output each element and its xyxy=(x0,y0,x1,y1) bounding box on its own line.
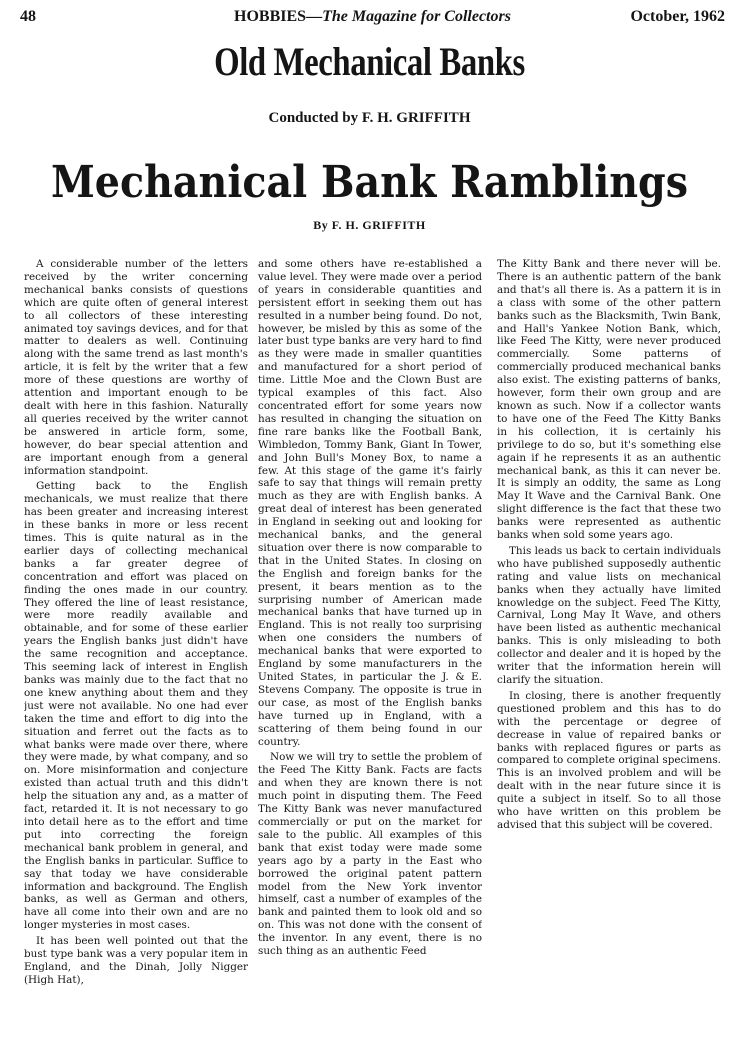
paragraph: The Kitty Bank and there never will be. There is an authentic pattern of the bank and that's all there is. As a pattern it is in a class with some of the other pattern banks such as the Blacksmith, Twin Bank, and Hall's Yankee Notion Bank, which, like Feed The Kitty, were never produced commercially. Some patterns of commercially produced mechanical banks also exist. The existing patterns of banks, however, form their own group and are known as such. Now if a collector wants to have one of the Feed The Kitty Banks in his collection, it is certainly his privilege to do so, but it's something else again if he represents it as an authentic mechanical bank, as this it can never be. It is simply an oddity, the same as Long May It Wave and the Carnival Bank. One slight difference is the fact that these two banks were represented as authentic banks when sold some years ago. xyxy=(497,258,721,542)
magazine-title: HOBBIES— xyxy=(234,8,323,25)
article-column-2 xyxy=(258,258,482,1043)
magazine-name xyxy=(20,8,725,26)
running-header xyxy=(20,8,725,28)
article-byline: By F. H. GRIFFITH xyxy=(313,218,426,232)
paragraph: Getting back to the English mechanicals, we must realize that there has been greater and increasing interest in these banks in more or less recent times. This is quite natural as in the earlier days of collecting mechanical banks a far greater degree of concentration and effort was placed on finding the ones made in our country. They offered the line of least resistance, were more readily available and obtainable, and for some of these earlier years the English banks just didn't have the same recognition and acceptance. This seeming lack of interest in English banks was mainly due to the fact that no one knew anything about them and they just were not available. No one had ever taken the time and effort to dig into the situation and ferret out the facts as to what banks were made over there, where they were made, by what company, and so on. More misinformation and conjecture existed than actual truth and this didn't help the situation any and, as a matter of fact, retarded it. It is not necessary to go into detail here as to the effort and time put into correcting the foreign mechanical bank problem in general, and the English banks in particular. Suffice to say that today we have considerable information and background. The English banks, as well as German and others, have all come into their own and are no longer mysteries in most cases. xyxy=(24,480,248,932)
conducted-by: Conducted by F. H. GRIFFITH xyxy=(268,110,471,126)
article-column-1 xyxy=(24,258,248,1043)
paragraph: A considerable number of the letters received by the writer concerning mechanical banks consists of questions which are quite often of general interest to all collectors of these interesting animated toy savings devices, and for that matter to dealers as well. Continuing along with the same trend as last month's article, it is felt by the writer that a few more of these questions are worthy of attention and important enough to be dealt with here in this fashion. Naturally all queries received by the writer cannot be answered in article form, some, however, do bear special attention and are important enough from a general information standpoint. xyxy=(24,258,248,477)
magazine-tagline: The Magazine for Collectors xyxy=(322,8,511,25)
page-number: 48 xyxy=(20,8,36,25)
article-column-3 xyxy=(497,258,721,1043)
paragraph: and some others have re-established a value level. They were made over a period of years in considerable quantities and persistent effort in seeking them out has resulted in a number being found. Do not, however, be misled by this as some of the later bust type banks are very hard to find as they were made in smaller quantities and manufactured for a short period of time. Little Moe and the Clown Bust are typical examples of this fact. Also concentrated effort for some years now has resulted in changing the situation on fine rare banks like the Football Bank, Wimbledon, Tommy Bank, Giant In Tower, and John Bull's Money Box, to name a few. At this stage of the game it's fairly safe to say that things will remain pretty much as they are with English banks. A great deal of interest has been generated in England in seeking out and looking for mechanical banks, and the general situation over there is now comparable to that in the United States. In closing on the English and foreign banks for the present, it bears mention as to the surprising number of American made mechanical banks that have turned up in England. This is not really too surprising when one considers the numbers of mechanical banks that were exported to England by some manufacturers in the United States, in particular the J. & E. Stevens Company. The opposite is true in our case, as most of the English banks have turned up in England, with a scattering of them being found in our country. xyxy=(258,258,482,748)
paragraph: It has been well pointed out that the bust type bank was a very popular item in England, and the Dinah, Jolly Nigger (High Hat), xyxy=(24,935,248,986)
paragraph: Now we will try to settle the problem of the Feed The Kitty Bank. Facts are facts and when they are known there is not much point in disputing them. The Feed The Kitty Bank was never manufactured commercially or put on the market for sale to the public. All examples of this bank that exist today were made some years ago by a party in the East who borrowed the original patent pattern model from the New York inventor himself, cast a number of examples of the bank and painted them to look old and so on. This was not done with the consent of the inventor. In any event, there is no such thing as an authentic Feed xyxy=(258,751,482,958)
article-title: Mechanical Bank Ramblings xyxy=(50,157,689,208)
issue-date: October, 1962 xyxy=(630,8,725,25)
section-title: Old Mechanical Banks xyxy=(214,39,525,84)
paragraph: In closing, there is another frequently questioned problem and this has to do with the percentage or degree of decrease in value of repaired banks or banks with replaced figures or parts as compared to complete original specimens. This is an involved problem and will be dealt with in the near future since it is quite a subject in itself. So to all those who have written on this problem be advised that this subject will be covered. xyxy=(497,689,721,831)
paragraph: This leads us back to certain individuals who have published supposedly authentic rating and value lists on mechanical banks when they actually have limited knowledge on the subject. Feed The Kitty, Carnival, Long May It Wave, and others have been listed as authentic mechanical banks. This is only misleading to both collector and dealer and it is hoped by the writer that the information herein will clarify the situation. xyxy=(497,544,721,686)
